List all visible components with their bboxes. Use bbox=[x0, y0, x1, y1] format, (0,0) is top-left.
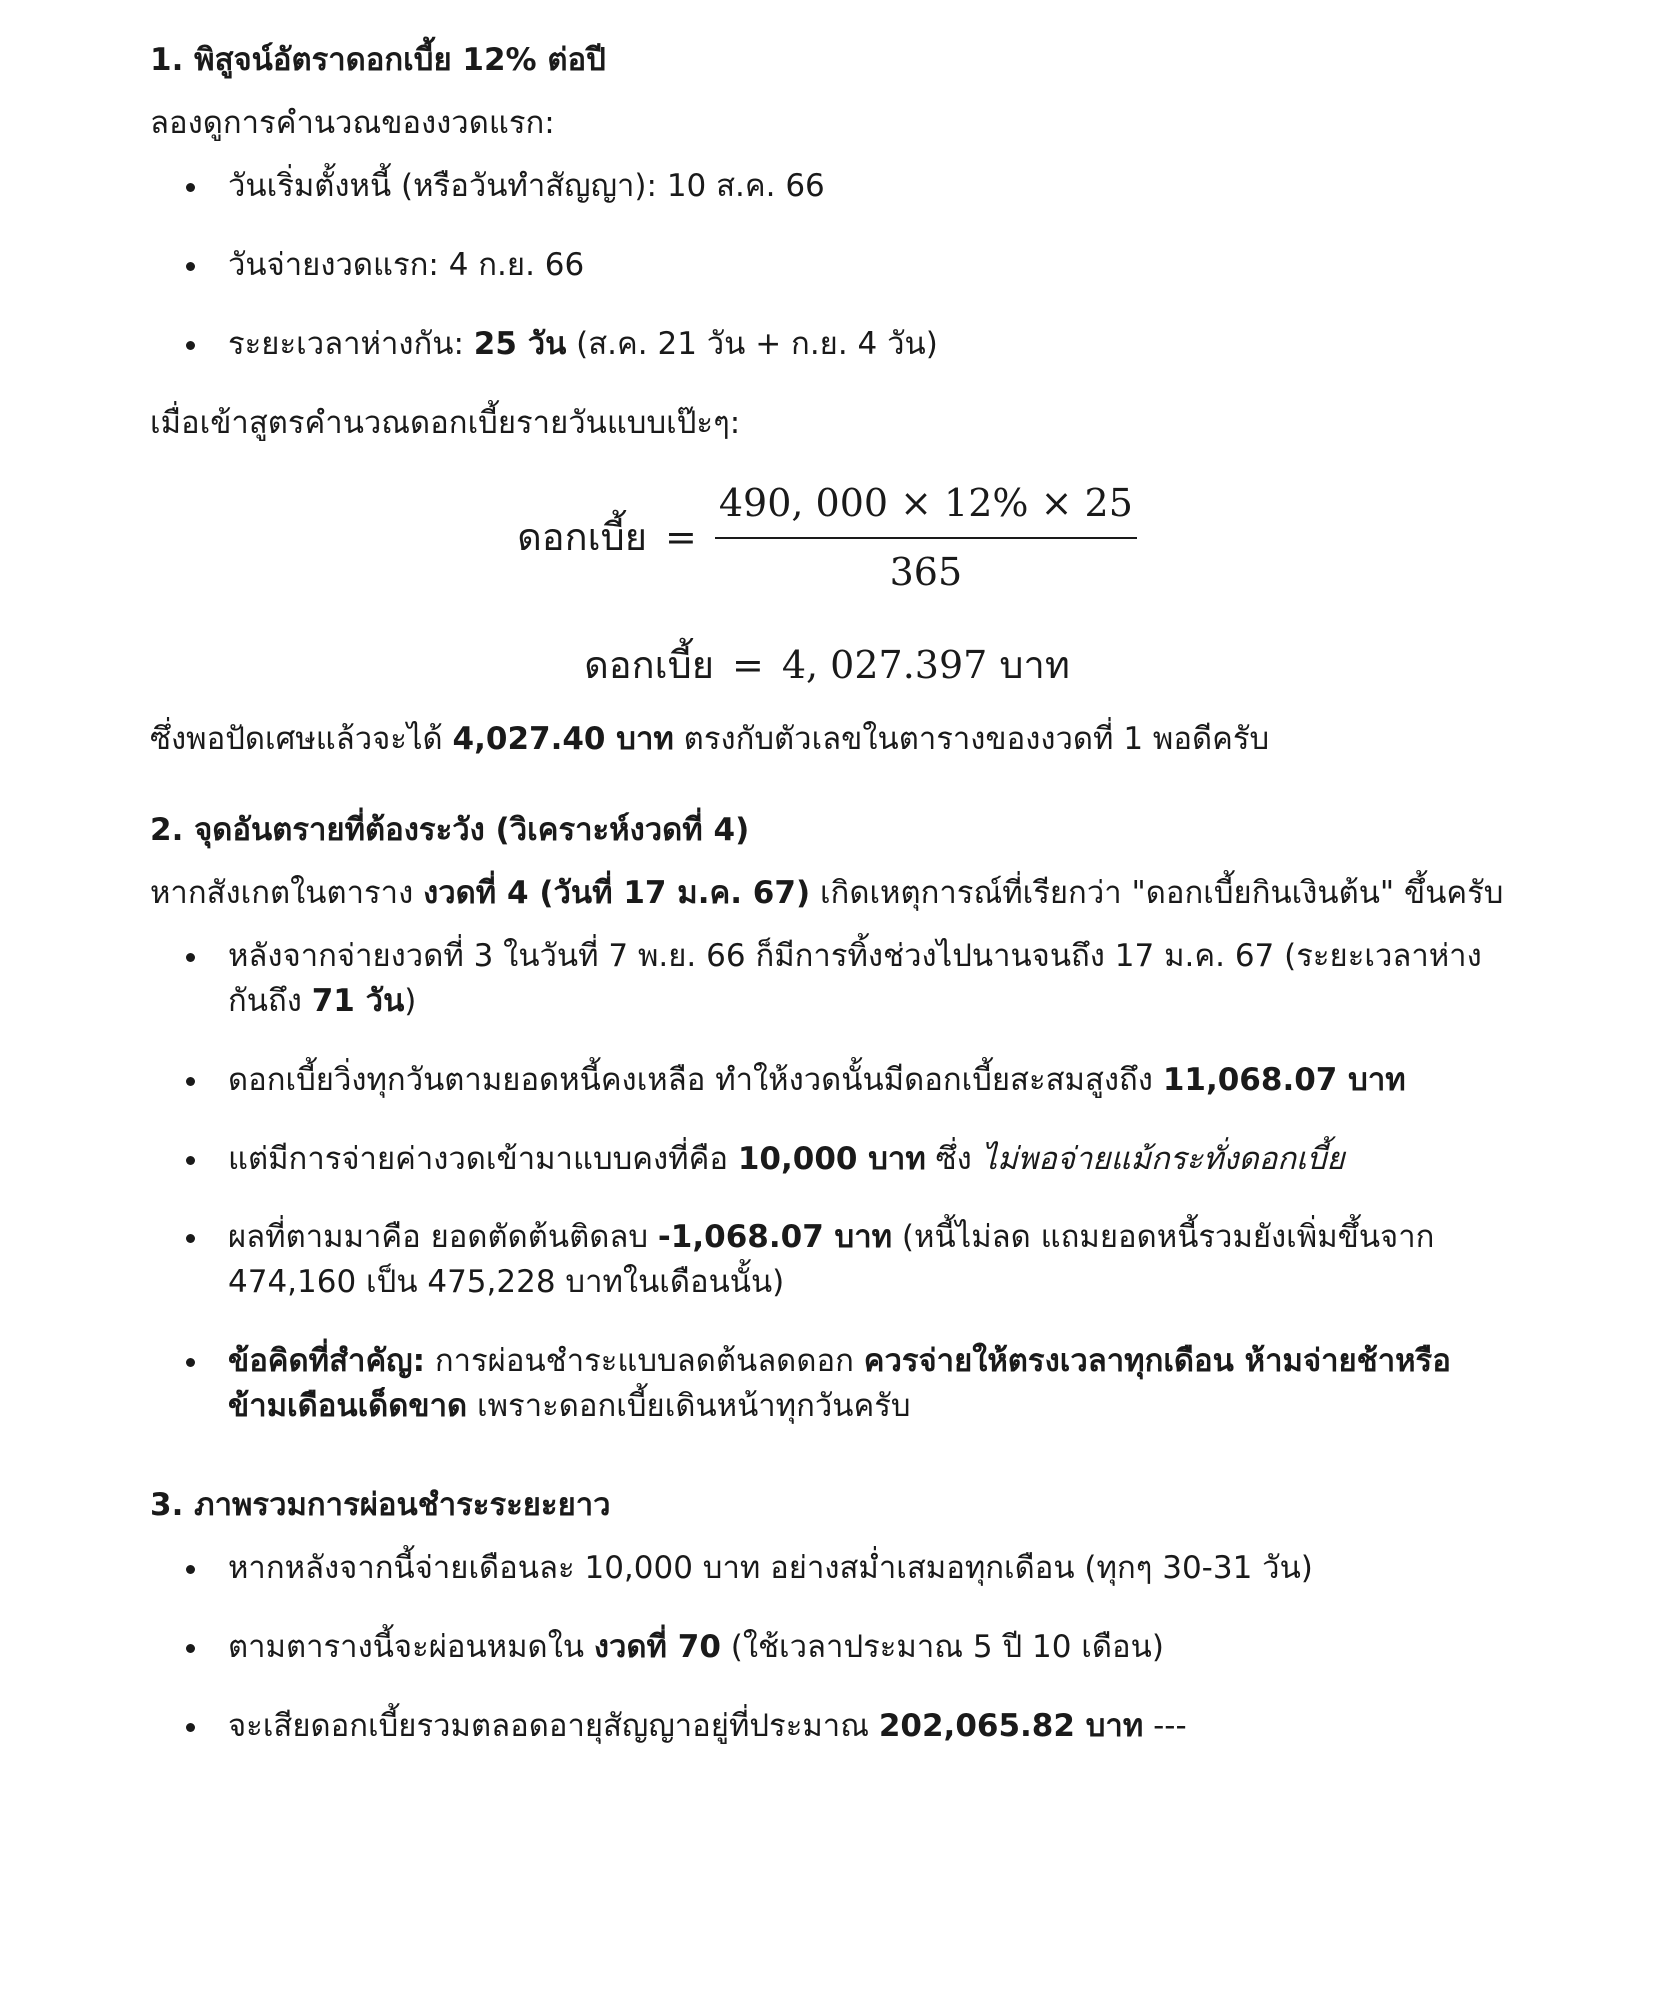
rounded-result-amount: 4,027.40 บาท bbox=[452, 720, 674, 757]
formula-numerator: 490, 000 × 12% × 25 bbox=[715, 476, 1137, 539]
section2-intro-bold: งวดที่ 4 (วันที่ 17 ม.ค. 67) bbox=[423, 874, 811, 911]
bullet-first-payment: วันจ่ายงวดแรก: 4 ก.ย. 66 bbox=[228, 243, 1504, 288]
b2-bold: 11,068.07 บาท bbox=[1162, 1061, 1406, 1098]
interest-result-equation bbox=[150, 638, 1504, 693]
b3-italic: ไม่พอจ่ายแม้กระทั่งดอกเบี้ย bbox=[981, 1140, 1345, 1177]
s3b3-post: --- bbox=[1143, 1708, 1187, 1745]
formula-fraction bbox=[715, 476, 1137, 600]
b1-pre: หลังจากจ่ายงวดที่ 3 ในวันที่ 7 พ.ย. 66 ก็มีการทิ้งช่วงไปนานจนถึง 17 ม.ค. 67 (ระยะเวลาห่างกันถึง bbox=[228, 937, 1482, 1019]
rounded-result-post: ตรงกับตัวเลขในตารางของงวดที่ 1 พอดีครับ bbox=[673, 720, 1270, 757]
s3b3-bold: 202,065.82 บาท bbox=[878, 1708, 1144, 1745]
b2-pre: ดอกเบี้ยวิ่งทุกวันตามยอดหนี้คงเหลือ ทำให้งวดนั้นมีดอกเบี้ยสะสมสูงถึง bbox=[228, 1061, 1163, 1098]
b5-bold2: ควรจ่ายให้ตรงเวลาทุกเดือน ห้ามจ่ายช้าหรือข้ามเดือนเด็ดขาด bbox=[228, 1343, 1451, 1425]
section1-bullet-list bbox=[150, 164, 1504, 367]
s3b2-post: (ใช้เวลาประมาณ 5 ปี 10 เดือน) bbox=[720, 1629, 1164, 1666]
result-rhs: 4, 027.397 บาท bbox=[781, 642, 1070, 687]
section2-intro bbox=[150, 871, 1504, 916]
interest-formula bbox=[150, 476, 1504, 600]
section-interest-proof bbox=[150, 38, 1504, 762]
b3-bold: 10,000 บาท bbox=[737, 1140, 926, 1177]
formula-equals: = bbox=[665, 515, 697, 560]
b5-bold1: ข้อคิดที่สำคัญ: bbox=[228, 1343, 425, 1380]
formula-denominator: 365 bbox=[889, 549, 963, 594]
b5-mid: การผ่อนชำระแบบลดต้นลดดอก bbox=[425, 1343, 864, 1380]
result-equals: = bbox=[731, 642, 764, 687]
bullet-payoff-period bbox=[228, 1625, 1504, 1670]
section2-intro-pre: หากสังเกตในตาราง bbox=[150, 874, 424, 911]
bullet-payment-gap bbox=[228, 934, 1504, 1024]
section2-heading: 2. จุดอันตรายที่ต้องระวัง (วิเคราะห์งวดที่ 4) bbox=[150, 811, 750, 848]
b1-post: ) bbox=[404, 982, 417, 1019]
bullet-total-interest bbox=[228, 1704, 1504, 1749]
bullet-regular-payment: หากหลังจากนี้จ่ายเดือนละ 10,000 บาท อย่างสม่ำเสมอทุกเดือน (ทุกๆ 30-31 วัน) bbox=[228, 1546, 1504, 1591]
bullet-accrued-interest bbox=[228, 1058, 1504, 1103]
bullet-negative-principal bbox=[228, 1215, 1504, 1305]
s3b3-pre: จะเสียดอกเบี้ยรวมตลอดอายุสัญญาอยู่ที่ประมาณ bbox=[228, 1708, 879, 1745]
section1-intro: ลองดูการคำนวณของงวดแรก: bbox=[150, 104, 555, 141]
b3-pre: แต่มีการจ่ายค่างวดเข้ามาแบบคงที่คือ bbox=[228, 1140, 738, 1177]
rounded-result bbox=[150, 717, 1504, 762]
bullet-fixed-payment bbox=[228, 1137, 1504, 1182]
result-lhs: ดอกเบี้ย bbox=[584, 642, 714, 687]
b5-post: เพราะดอกเบี้ยเดินหน้าทุกวันครับ bbox=[467, 1388, 911, 1425]
bullet-gap bbox=[228, 322, 1504, 367]
b1-bold: 71 วัน bbox=[311, 982, 405, 1019]
section2-bullet-list bbox=[150, 934, 1504, 1430]
bullet-key-takeaway bbox=[228, 1339, 1504, 1429]
section2-intro-post: เกิดเหตุการณ์ที่เรียกว่า "ดอกเบี้ยกินเงินต้น" ขึ้นครับ bbox=[810, 874, 1504, 911]
s3b2-pre: ตามตารางนี้จะผ่อนหมดใน bbox=[228, 1629, 594, 1666]
b3-mid: ซึ่ง bbox=[925, 1140, 982, 1177]
b4-bold: -1,068.07 บาท bbox=[657, 1219, 893, 1256]
section1-heading: 1. พิสูจน์อัตราดอกเบี้ย 12% ต่อปี bbox=[150, 42, 606, 78]
section-danger-point bbox=[150, 808, 1504, 1429]
gap-label: ระยะเวลาห่างกัน: bbox=[228, 325, 474, 362]
section-long-term-overview bbox=[150, 1483, 1504, 1749]
gap-detail: (ส.ค. 21 วัน + ก.ย. 4 วัน) bbox=[566, 325, 938, 362]
b4-post: (หนี้ไม่ลด แถมยอดหนี้รวมยังเพิ่มขึ้นจาก 474,160 เป็น 475,228 บาทในเดือนนั้น) bbox=[228, 1219, 1435, 1301]
gap-days: 25 วัน bbox=[473, 325, 567, 362]
bullet-start-date: วันเริ่มตั้งหนี้ (หรือวันทำสัญญา): 10 ส.ค. 66 bbox=[228, 164, 1504, 209]
formula-intro: เมื่อเข้าสูตรคำนวณดอกเบี้ยรายวันแบบเป๊ะๆ: bbox=[150, 404, 741, 441]
rounded-result-pre: ซึ่งพอปัดเศษแล้วจะได้ bbox=[150, 720, 453, 757]
b4-pre: ผลที่ตามมาคือ ยอดตัดต้นติดลบ bbox=[228, 1219, 658, 1256]
section3-heading: 3. ภาพรวมการผ่อนชำระระยะยาว bbox=[150, 1487, 611, 1524]
s3b2-bold: งวดที่ 70 bbox=[593, 1629, 721, 1666]
section3-bullet-list bbox=[150, 1546, 1504, 1749]
formula-lhs: ดอกเบี้ย bbox=[517, 515, 647, 560]
